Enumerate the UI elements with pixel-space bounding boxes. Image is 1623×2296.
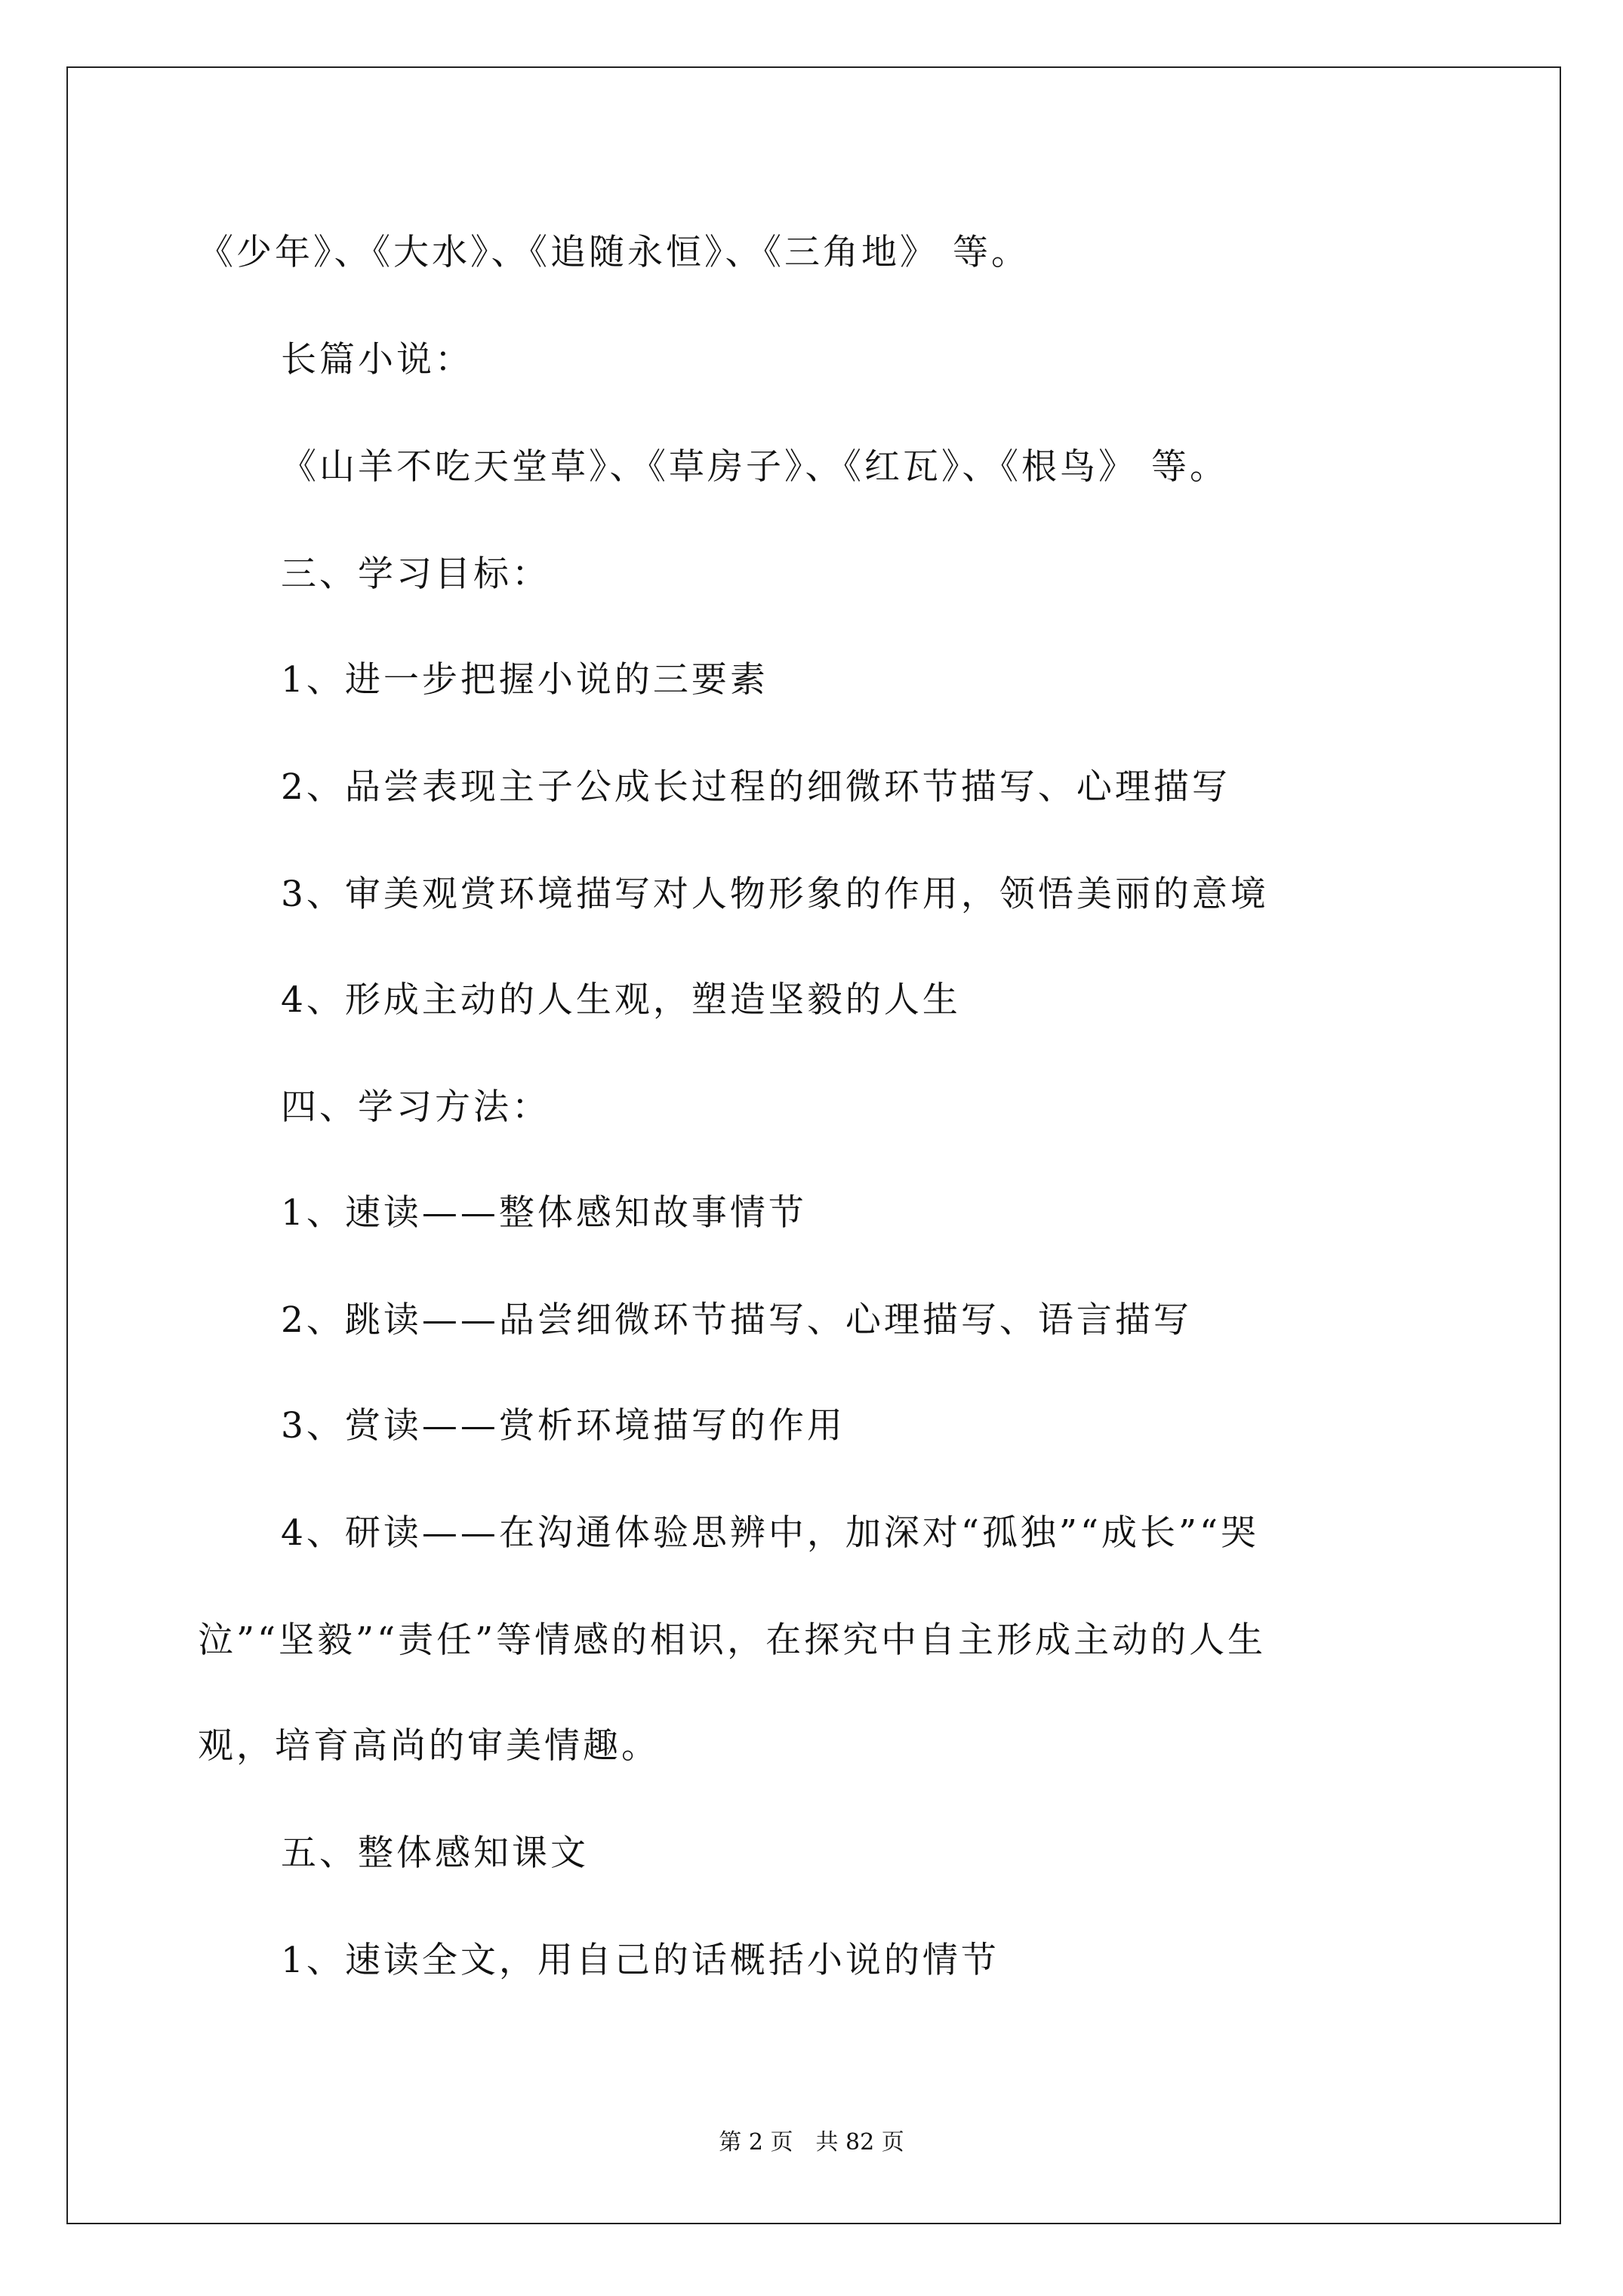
text-line: 长篇小说： bbox=[281, 339, 473, 381]
list-item: 2、跳读——品尝细微环节描写、心理描写、语言描写 bbox=[281, 1299, 1192, 1341]
list-item: 1、速读全文，用自己的话概括小说的情节 bbox=[281, 1940, 999, 1981]
page-border bbox=[66, 66, 1561, 2224]
text-line: 观，培育高尚的审美情趣。 bbox=[198, 1725, 660, 1767]
text-line: 《山羊不吃天堂草》、《草房子》、《红瓦》、《根鸟》 等。 bbox=[281, 446, 1228, 488]
list-item: 1、速读——整体感知故事情节 bbox=[281, 1192, 807, 1234]
text-line: 泣”“坚毅”“责任”等情感的相识，在探究中自主形成主动的人生 bbox=[198, 1620, 1267, 1661]
list-item: 4、形成主动的人生观，塑造坚毅的人生 bbox=[281, 979, 961, 1021]
page-number-footer: 第 2 页 共 82 页 bbox=[719, 2129, 904, 2156]
list-item: 2、品尝表现主子公成长过程的细微环节描写、心理描写 bbox=[281, 766, 1230, 808]
section-heading: 五、整体感知课文 bbox=[281, 1832, 589, 1874]
section-heading: 三、学习目标： bbox=[281, 553, 550, 595]
list-item: 1、进一步把握小说的三要素 bbox=[281, 659, 768, 701]
list-item: 4、研读——在沟通体验思辨中，加深对“孤独”“成长”“哭 bbox=[281, 1512, 1260, 1554]
list-item: 3、审美观赏环境描写对人物形象的作用，领悟美丽的意境 bbox=[281, 874, 1269, 915]
text-line: 《少年》、《大水》、《追随永恒》、《三角地》 等。 bbox=[198, 232, 1030, 273]
list-item: 3、赏读——赏析环境描写的作用 bbox=[281, 1405, 845, 1447]
section-heading: 四、学习方法： bbox=[281, 1086, 550, 1128]
